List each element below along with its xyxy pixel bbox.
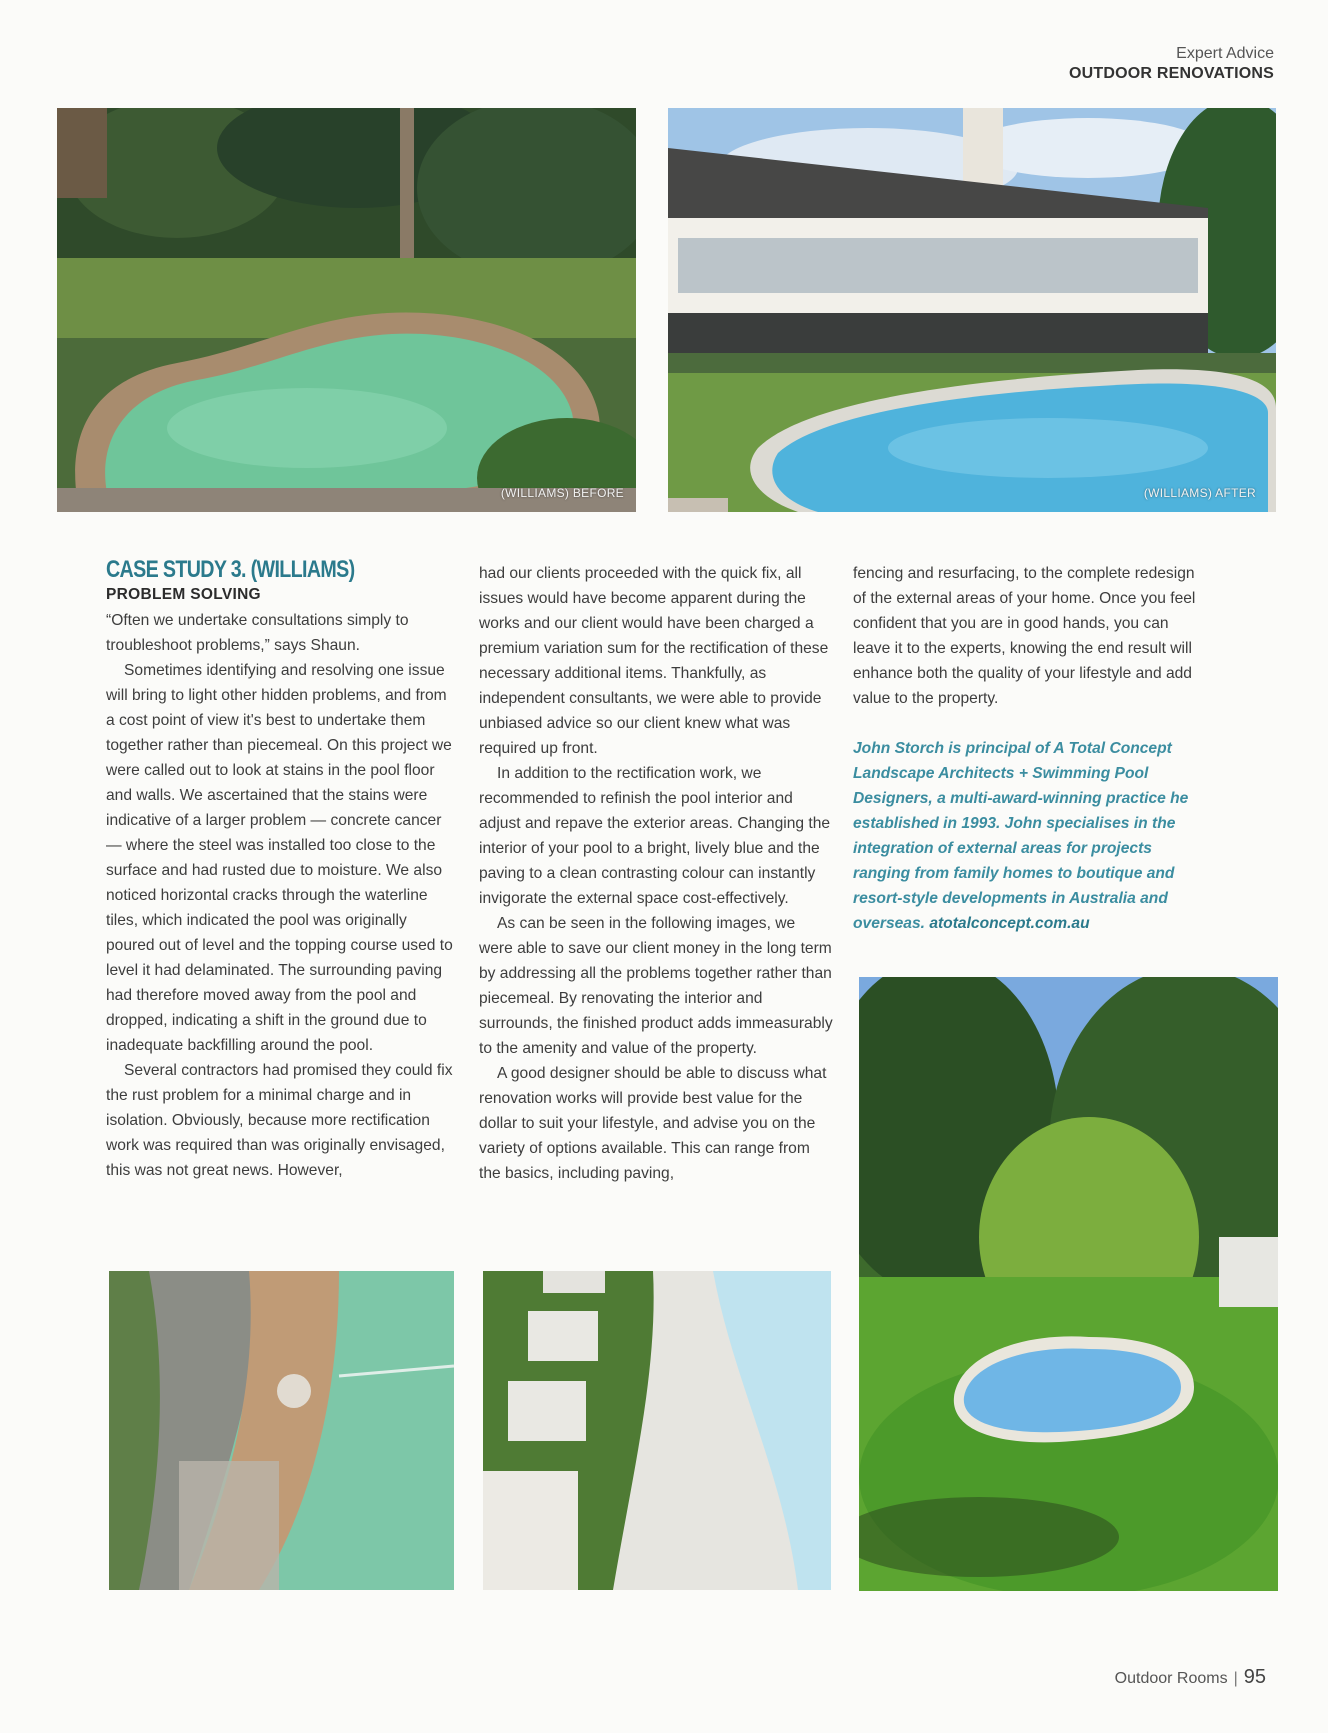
case-study-title: CASE STUDY 3. (WILLIAMS): [106, 556, 355, 583]
before-photo: [57, 108, 636, 512]
before-detail-photo: [109, 1271, 454, 1590]
paragraph: “Often we undertake consultations simply to troubleshoot problems,” says Shaun.: [106, 612, 409, 654]
article-column-3: [853, 561, 1208, 936]
paragraph: As can be seen in the following images, we were able to save our client money in the long term by addressing all the problems together rather than piecemeal. By renovating the interior and surrounds, the finished product adds immeasurably to the amenity and value of the property.: [479, 915, 833, 1057]
after-caption: (WILLIAMS) AFTER: [1143, 486, 1256, 500]
paragraph: Several contractors had promised they could fix the rust problem for a minimal charge and in isolation. Obviously, because more rectification work was required than was originally envisaged, this was not great news. However,: [106, 1062, 453, 1179]
website-link[interactable]: atotalconcept.com.au: [929, 915, 1090, 932]
article-column-2: [479, 561, 833, 1186]
article-column-1: [106, 556, 456, 1183]
after-photo: [668, 108, 1276, 512]
aerial-pool-photo: [859, 977, 1278, 1591]
author-bio-text: John Storch is principal of A Total Concept Landscape Architects + Swimming Pool Designers, a multi-award-winning practice he established in 1993. John specialises in the integration of external areas for projects ranging from family homes to boutique and resort-style developments in Australia and overseas.: [853, 740, 1189, 932]
topic-label: OUTDOOR RENOVATIONS: [1069, 65, 1274, 82]
page-number: 95: [1243, 1666, 1266, 1688]
section-subtitle: PROBLEM SOLVING: [106, 586, 261, 603]
paragraph: In addition to the rectification work, we recommended to refinish the pool interior and adjust and repave the exterior areas. Changing the interior of your pool to a bright, lively blue and the paving to a clean contrasting colour can instantly invigorate the external space cost-effectively.: [479, 765, 831, 907]
section-label: Expert Advice: [1176, 45, 1274, 62]
paragraph: Sometimes identifying and resolving one issue will bring to light other hidden problems, and from a cost point of view it's best to undertake them together rather than piecemeal. On this project we were called out to look at stains in the pool floor and walls. We ascertained that the stains were indicative of a larger problem — concrete cancer — where the steel was installed too close to the surface and had rusted due to moisture. We also noticed horizontal cracks through the waterline tiles, which indicated the pool was originally poured out of level and the topping course used to level it had delaminated. The surrounding paving had therefore moved away from the pool and dropped, indicating a shift in the ground due to inadequate backfilling around the pool.: [106, 662, 453, 1054]
paragraph: fencing and resurfacing, to the complete redesign of the external areas of your home. Once you feel confident that you are in good hands, you can leave it to the experts, knowing the end result will enhance both the quality of your lifestyle and add value to the property.: [853, 565, 1196, 707]
paragraph: A good designer should be able to discuss what renovation works will provide best value for the dollar to suit your lifestyle, and advise you on the variety of options available. This can range from the basics, including paving,: [479, 1065, 827, 1182]
magazine-name: Outdoor Rooms: [1114, 1670, 1228, 1687]
before-caption: (WILLIAMS) BEFORE: [500, 486, 624, 500]
author-bio: [853, 736, 1208, 936]
paragraph: had our clients proceeded with the quick fix, all issues would have become apparent during the works and our client would have been charged a premium variation sum for the rectification of these necessary additional items. Thankfully, as independent consultants, we were able to provide unbiased advice so our client knew what was required up front.: [479, 565, 829, 757]
footer-separator: |: [1233, 1670, 1238, 1687]
page-footer: [1115, 1666, 1266, 1689]
after-detail-photo: [483, 1271, 831, 1590]
